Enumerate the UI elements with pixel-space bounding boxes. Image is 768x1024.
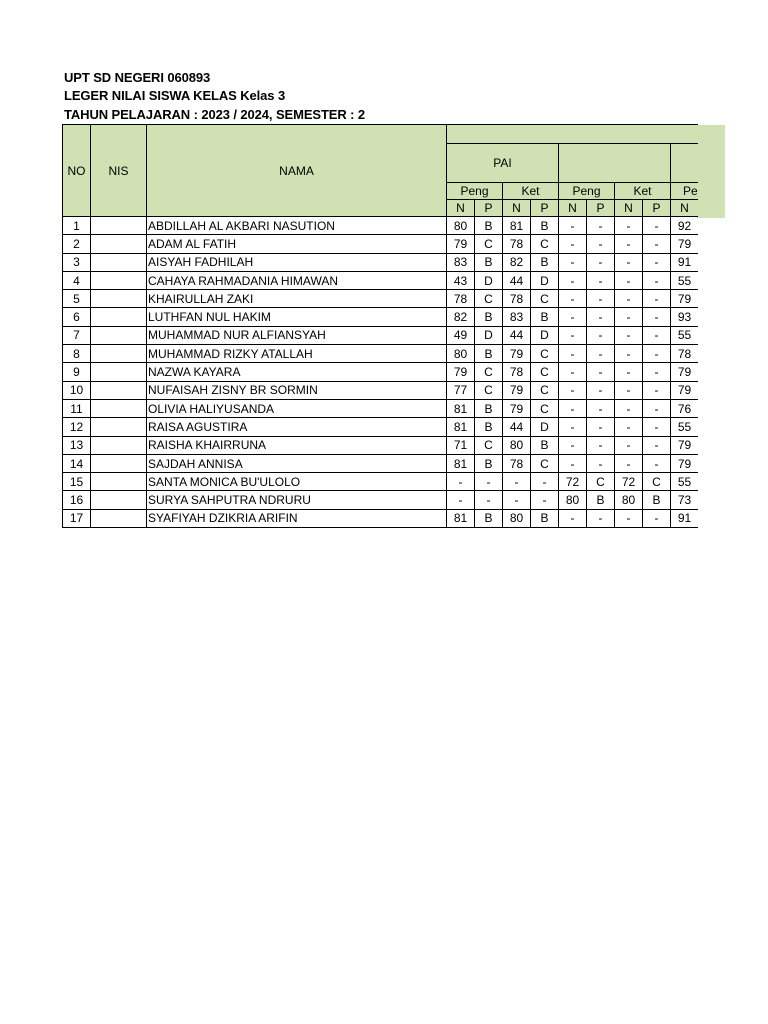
cell-pai-kp: B <box>531 217 559 235</box>
cell-pai-pp: B <box>475 454 503 472</box>
header-group-blank <box>447 125 699 144</box>
cell-no: 13 <box>63 436 91 454</box>
cell-nis <box>91 290 147 308</box>
cell-s2-kn: - <box>615 418 643 436</box>
cell-pai-pp: - <box>475 491 503 509</box>
cell-s2-pn: - <box>559 235 587 253</box>
cell-s2-kn: - <box>615 363 643 381</box>
cell-s2-pp: - <box>587 381 615 399</box>
header-p: P <box>531 200 559 217</box>
cell-pai-pn: 83 <box>447 253 475 271</box>
cell-pai-kn: 83 <box>503 308 531 326</box>
document-header <box>64 69 365 124</box>
cell-pai-pn: - <box>447 491 475 509</box>
header-s2-peng: Peng <box>559 183 615 200</box>
cell-nis <box>91 381 147 399</box>
table-row <box>63 509 699 527</box>
cell-nama: RAISHA KHAIRRUNA <box>147 436 447 454</box>
cell-s2-kn: - <box>615 235 643 253</box>
cell-pai-kn: 82 <box>503 253 531 271</box>
cell-nis <box>91 326 147 344</box>
cell-pai-kn: 79 <box>503 345 531 363</box>
cell-s2-pp: - <box>587 326 615 344</box>
cell-pai-kp: B <box>531 308 559 326</box>
cell-s2-kp: - <box>643 326 671 344</box>
header-n: N <box>671 200 699 217</box>
header-pai-ket: Ket <box>503 183 559 200</box>
cell-pai-pp: B <box>475 509 503 527</box>
header-subject-3 <box>671 144 699 183</box>
cell-s2-kn: - <box>615 217 643 235</box>
cell-s2-pp: - <box>587 363 615 381</box>
cell-s3-n: 78 <box>671 345 699 363</box>
cell-pai-pp: B <box>475 217 503 235</box>
table-row <box>63 363 699 381</box>
cell-s2-kp: - <box>643 290 671 308</box>
cell-pai-pn: - <box>447 473 475 491</box>
table-row <box>63 345 699 363</box>
cell-s3-n: 79 <box>671 235 699 253</box>
cell-s2-kp: - <box>643 418 671 436</box>
cell-s2-kp: - <box>643 381 671 399</box>
cell-nama: NAZWA KAYARA <box>147 363 447 381</box>
table-row <box>63 473 699 491</box>
cell-pai-kp: C <box>531 381 559 399</box>
cell-s2-pp: - <box>587 454 615 472</box>
cell-pai-kp: C <box>531 454 559 472</box>
cell-s2-pp: - <box>587 253 615 271</box>
cell-s2-kn: 72 <box>615 473 643 491</box>
cell-nama: RAISA AGUSTIRA <box>147 418 447 436</box>
cell-pai-kn: 80 <box>503 436 531 454</box>
cell-nis <box>91 491 147 509</box>
cell-pai-pn: 77 <box>447 381 475 399</box>
cell-pai-kp: B <box>531 509 559 527</box>
cell-s2-pn: - <box>559 271 587 289</box>
cell-pai-kp: C <box>531 363 559 381</box>
cell-pai-pn: 79 <box>447 363 475 381</box>
cell-pai-pn: 81 <box>447 509 475 527</box>
cell-nis <box>91 308 147 326</box>
cell-pai-kn: 78 <box>503 454 531 472</box>
cell-nama: MUHAMMAD RIZKY ATALLAH <box>147 345 447 363</box>
cell-pai-kn: 44 <box>503 326 531 344</box>
cell-pai-pp: B <box>475 253 503 271</box>
cell-pai-kp: C <box>531 235 559 253</box>
cell-nis <box>91 271 147 289</box>
cell-no: 5 <box>63 290 91 308</box>
cell-s2-pn: - <box>559 381 587 399</box>
table-row <box>63 454 699 472</box>
cell-nis <box>91 363 147 381</box>
table-row <box>63 235 699 253</box>
cell-pai-kn: - <box>503 473 531 491</box>
header-subject-2 <box>559 144 671 183</box>
cell-s3-n: 91 <box>671 253 699 271</box>
cell-pai-kp: - <box>531 473 559 491</box>
ledger-title: LEGER NILAI SISWA KELAS Kelas 3 <box>64 88 286 104</box>
cell-pai-kn: 78 <box>503 290 531 308</box>
cell-s2-pn: - <box>559 509 587 527</box>
cell-s2-kn: - <box>615 271 643 289</box>
cell-s2-kn: - <box>615 454 643 472</box>
cell-pai-kp: - <box>531 491 559 509</box>
header-p: P <box>587 200 615 217</box>
cell-nama: NUFAISAH ZISNY BR SORMIN <box>147 381 447 399</box>
cell-s2-kp: - <box>643 436 671 454</box>
cell-s2-pn: - <box>559 253 587 271</box>
cell-s2-kp: - <box>643 235 671 253</box>
cell-s2-kp: C <box>643 473 671 491</box>
cell-s2-pn: - <box>559 308 587 326</box>
cell-s3-n: 93 <box>671 308 699 326</box>
table-row <box>63 436 699 454</box>
header-no: NO <box>63 125 91 217</box>
table-body <box>63 217 699 528</box>
cell-s2-pn: - <box>559 326 587 344</box>
cell-nama: LUTHFAN NUL HAKIM <box>147 308 447 326</box>
cell-s2-kp: B <box>643 491 671 509</box>
school-name: UPT SD NEGERI 060893 <box>64 70 211 85</box>
cell-pai-pp: B <box>475 345 503 363</box>
cell-pai-kn: 80 <box>503 509 531 527</box>
cell-pai-pp: C <box>475 436 503 454</box>
cell-pai-pp: C <box>475 363 503 381</box>
header-nama: NAMA <box>147 125 447 217</box>
cell-pai-pn: 81 <box>447 399 475 417</box>
cell-nama: SYAFIYAH DZIKRIA ARIFIN <box>147 509 447 527</box>
grade-ledger-sheet <box>62 124 698 528</box>
cell-no: 7 <box>63 326 91 344</box>
cell-s2-pp: B <box>587 491 615 509</box>
cell-s2-pn: 72 <box>559 473 587 491</box>
cell-no: 15 <box>63 473 91 491</box>
header-n: N <box>503 200 531 217</box>
cell-s3-n: 79 <box>671 363 699 381</box>
cell-s2-kn: - <box>615 326 643 344</box>
cell-pai-kp: C <box>531 345 559 363</box>
cell-pai-kn: - <box>503 491 531 509</box>
cell-s2-kp: - <box>643 271 671 289</box>
cell-s2-kp: - <box>643 454 671 472</box>
cell-s3-n: 76 <box>671 399 699 417</box>
cell-s2-kp: - <box>643 217 671 235</box>
cell-pai-pp: C <box>475 235 503 253</box>
cell-s2-kn: - <box>615 399 643 417</box>
cell-pai-pp: C <box>475 290 503 308</box>
cell-pai-pp: B <box>475 399 503 417</box>
cell-nama: ABDILLAH AL AKBARI NASUTION <box>147 217 447 235</box>
cell-nis <box>91 436 147 454</box>
cell-no: 2 <box>63 235 91 253</box>
cell-pai-pn: 81 <box>447 454 475 472</box>
cell-nis <box>91 473 147 491</box>
cell-s2-pn: 80 <box>559 491 587 509</box>
cell-s2-pn: - <box>559 363 587 381</box>
cell-s2-kn: 80 <box>615 491 643 509</box>
cell-s3-n: 73 <box>671 491 699 509</box>
table-row <box>63 308 699 326</box>
cell-pai-pn: 71 <box>447 436 475 454</box>
table-row <box>63 271 699 289</box>
cell-pai-kp: D <box>531 326 559 344</box>
cell-no: 17 <box>63 509 91 527</box>
table-row <box>63 290 699 308</box>
cell-s2-pn: - <box>559 436 587 454</box>
cell-pai-kp: D <box>531 271 559 289</box>
cell-s2-pn: - <box>559 399 587 417</box>
cell-s2-pn: - <box>559 454 587 472</box>
cell-s2-kp: - <box>643 345 671 363</box>
cell-nama: KHAIRULLAH ZAKI <box>147 290 447 308</box>
cell-pai-pp: B <box>475 418 503 436</box>
header-nis: NIS <box>91 125 147 217</box>
table-header <box>63 125 699 217</box>
cell-pai-pp: D <box>475 271 503 289</box>
table-row <box>63 491 699 509</box>
cell-nama: SAJDAH ANNISA <box>147 454 447 472</box>
cell-no: 10 <box>63 381 91 399</box>
cell-pai-kp: D <box>531 418 559 436</box>
cell-s2-kp: - <box>643 509 671 527</box>
cell-s3-n: 79 <box>671 454 699 472</box>
cell-nama: SANTA MONICA BU'ULOLO <box>147 473 447 491</box>
table-row <box>63 399 699 417</box>
cell-s2-kn: - <box>615 436 643 454</box>
cell-s2-kn: - <box>615 308 643 326</box>
cell-s3-n: 55 <box>671 326 699 344</box>
cell-s3-n: 91 <box>671 509 699 527</box>
cell-pai-kn: 44 <box>503 418 531 436</box>
cell-s3-n: 79 <box>671 381 699 399</box>
cell-pai-kp: B <box>531 253 559 271</box>
cell-no: 14 <box>63 454 91 472</box>
table-row <box>63 217 699 235</box>
cell-nama: AISYAH FADHILAH <box>147 253 447 271</box>
header-n: N <box>615 200 643 217</box>
cell-s2-pp: - <box>587 509 615 527</box>
cell-s2-pp: - <box>587 399 615 417</box>
table-row <box>63 253 699 271</box>
cell-no: 1 <box>63 217 91 235</box>
cell-pai-kp: C <box>531 290 559 308</box>
academic-year: TAHUN PELAJARAN : 2023 / 2024, SEMESTER : 2 <box>64 106 366 122</box>
header-n: N <box>559 200 587 217</box>
cell-no: 9 <box>63 363 91 381</box>
cell-s2-pp: C <box>587 473 615 491</box>
cell-pai-kn: 79 <box>503 381 531 399</box>
cell-s2-pp: - <box>587 235 615 253</box>
header-n: N <box>447 200 475 217</box>
cell-s3-n: 55 <box>671 473 699 491</box>
cell-nis <box>91 509 147 527</box>
cell-s2-kp: - <box>643 253 671 271</box>
cell-s2-pp: - <box>587 345 615 363</box>
cell-pai-kn: 44 <box>503 271 531 289</box>
table-row <box>63 381 699 399</box>
cell-pai-kp: C <box>531 399 559 417</box>
header-p: P <box>475 200 503 217</box>
cell-nis <box>91 235 147 253</box>
cell-pai-pn: 80 <box>447 345 475 363</box>
cell-no: 3 <box>63 253 91 271</box>
header-pai-peng: Peng <box>447 183 503 200</box>
cell-s2-kn: - <box>615 253 643 271</box>
cell-s3-n: 92 <box>671 217 699 235</box>
cell-s2-pn: - <box>559 217 587 235</box>
cell-pai-kn: 78 <box>503 363 531 381</box>
cell-pai-pp: C <box>475 381 503 399</box>
cell-pai-pn: 82 <box>447 308 475 326</box>
cell-nis <box>91 345 147 363</box>
table-row <box>63 326 699 344</box>
cell-nis <box>91 399 147 417</box>
cell-no: 12 <box>63 418 91 436</box>
cell-s2-kn: - <box>615 381 643 399</box>
cell-no: 4 <box>63 271 91 289</box>
cell-s2-pp: - <box>587 271 615 289</box>
cell-s3-n: 79 <box>671 290 699 308</box>
cell-no: 8 <box>63 345 91 363</box>
cell-pai-pn: 81 <box>447 418 475 436</box>
cell-nama: SURYA SAHPUTRA NDRURU <box>147 491 447 509</box>
cell-nis <box>91 217 147 235</box>
cell-no: 11 <box>63 399 91 417</box>
header-fill-overflow <box>697 125 725 218</box>
cell-pai-pp: - <box>475 473 503 491</box>
cell-s2-pp: - <box>587 290 615 308</box>
cell-s2-kn: - <box>615 345 643 363</box>
cell-pai-pp: B <box>475 308 503 326</box>
cell-pai-kp: B <box>531 436 559 454</box>
cell-pai-pn: 43 <box>447 271 475 289</box>
table-row <box>63 418 699 436</box>
cell-pai-pn: 80 <box>447 217 475 235</box>
cell-no: 16 <box>63 491 91 509</box>
cell-s3-n: 55 <box>671 418 699 436</box>
cell-s2-pn: - <box>559 290 587 308</box>
cell-pai-pn: 79 <box>447 235 475 253</box>
cell-s2-kn: - <box>615 290 643 308</box>
cell-nis <box>91 454 147 472</box>
cell-pai-pn: 49 <box>447 326 475 344</box>
header-s2-ket: Ket <box>615 183 671 200</box>
grade-table <box>62 124 698 528</box>
cell-s2-kp: - <box>643 399 671 417</box>
cell-nama: OLIVIA HALIYUSANDA <box>147 399 447 417</box>
cell-no: 6 <box>63 308 91 326</box>
header-s3-peng: Pe <box>671 183 699 200</box>
cell-s2-kp: - <box>643 308 671 326</box>
cell-s2-pp: - <box>587 217 615 235</box>
cell-pai-kn: 78 <box>503 235 531 253</box>
cell-pai-kn: 79 <box>503 399 531 417</box>
cell-s2-pn: - <box>559 418 587 436</box>
cell-s2-pn: - <box>559 345 587 363</box>
cell-pai-pp: D <box>475 326 503 344</box>
cell-nama: MUHAMMAD NUR ALFIANSYAH <box>147 326 447 344</box>
cell-pai-kn: 81 <box>503 217 531 235</box>
cell-s3-n: 79 <box>671 436 699 454</box>
header-subject-pai: PAI <box>447 144 559 183</box>
cell-nis <box>91 253 147 271</box>
cell-s3-n: 55 <box>671 271 699 289</box>
header-p: P <box>643 200 671 217</box>
cell-nama: ADAM AL FATIH <box>147 235 447 253</box>
cell-s2-pp: - <box>587 418 615 436</box>
cell-s2-kn: - <box>615 509 643 527</box>
cell-s2-kp: - <box>643 363 671 381</box>
cell-nama: CAHAYA RAHMADANIA HIMAWAN <box>147 271 447 289</box>
cell-s2-pp: - <box>587 436 615 454</box>
cell-pai-pn: 78 <box>447 290 475 308</box>
cell-s2-pp: - <box>587 308 615 326</box>
cell-nis <box>91 418 147 436</box>
